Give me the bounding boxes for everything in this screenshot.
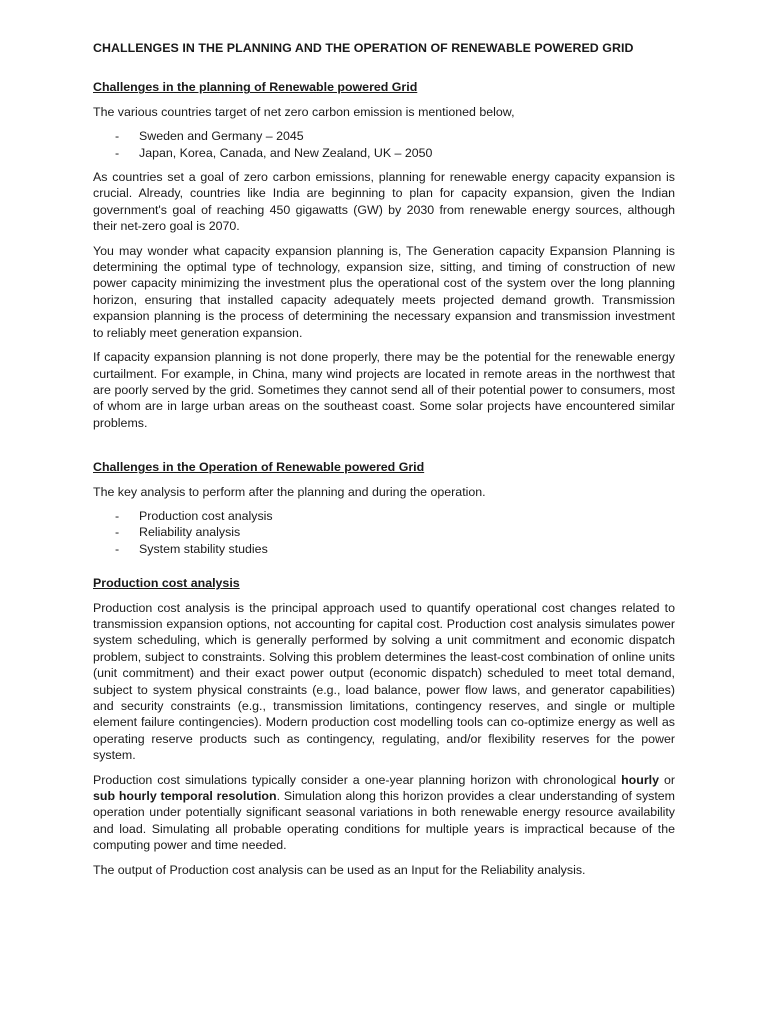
dash-bullet-icon: - (115, 541, 120, 556)
list-item (93, 128, 675, 144)
list-item (93, 145, 675, 161)
planning-paragraph-1: As countries set a goal of zero carbon emissions, planning for renewable energy capacity expansion is crucial. Already, countries like India are beginning to plan for capacity expansion, given the Indian government's goal of reaching 450 gigawatts (GW) by 2030 from renewable energy sources, although their net-zero goal is 2070. (93, 170, 675, 234)
list-item (93, 508, 675, 524)
list-item-text: Sweden and Germany – 2045 (139, 129, 304, 144)
section-spacer (93, 565, 675, 575)
paragraph-text: . Simulation along this horizon provides a clear understanding of system operation under potentially significant seasonal variations in both renewable energy resource availability and load. Simulating all probable operating conditions for multiple years is impractical because of the computing power and time needed. (93, 789, 676, 853)
operation-intro-paragraph: The key analysis to perform after the planning and during the operation. (93, 484, 486, 499)
dash-bullet-icon: - (115, 129, 120, 144)
bold-text: hourly (621, 772, 659, 787)
document-page (93, 40, 675, 886)
planning-paragraph-3: If capacity expansion planning is not done properly, there may be the potential for the renewable energy curtailment. For example, in China, many wind projects are located in remote areas in the northwest that are poorly served by the grid. Sometimes they cannot send all of their potential power to consumers, most of whom are in large urban areas on the southeast coast. Some solar projects have encountered similar problems. (93, 350, 675, 430)
list-item-text: System stability studies (139, 541, 268, 556)
section-spacer (93, 439, 675, 459)
dash-bullet-icon: - (115, 508, 120, 523)
production-paragraph-3: The output of Production cost analysis can be used as an Input for the Reliability analysis. (93, 862, 586, 877)
planning-paragraph-2: You may wonder what capacity expansion planning is, The Generation capacity Expansion Planning is determining the optimal type of technology, expansion size, sitting, and timing of construction of new power capacity minimizing the investment plus the operational cost of the system over the long planning horizon, ensuring that installed capacity adequately meets projected demand growth. Transmission expansion planning is the process of determining the necessary expansion and transmission investment to reliably meet generation expansion. (93, 243, 675, 340)
production-section-heading: Production cost analysis (93, 576, 240, 591)
list-item-text: Production cost analysis (139, 508, 273, 523)
net-zero-targets-list (93, 128, 675, 161)
list-item-text: Reliability analysis (139, 525, 241, 540)
list-item (93, 541, 675, 557)
list-item (93, 524, 675, 540)
list-item-text: Japan, Korea, Canada, and New Zealand, UK – 2050 (139, 145, 433, 160)
operation-section-heading: Challenges in the Operation of Renewable powered Grid (93, 460, 425, 475)
document-title: CHALLENGES IN THE PLANNING AND THE OPERATION OF RENEWABLE POWERED GRID (93, 41, 634, 55)
paragraph-text: or (658, 772, 675, 787)
planning-section-heading: Challenges in the planning of Renewable powered Grid (93, 80, 418, 95)
dash-bullet-icon: - (115, 525, 120, 540)
planning-intro-paragraph: The various countries target of net zero carbon emission is mentioned below, (93, 104, 515, 119)
production-paragraph-2 (93, 772, 675, 854)
production-paragraph-1: Production cost analysis is the principal approach used to quantify operational cost changes related to transmission expansion options, not accounting for capital cost. Production cost analysis simulates power system scheduling, which is generally performed by solving a unit commitment and economic dispatch problem, subject to constraints. Solving this problem determines the least-cost combination of online units (unit commitment) and their exact power output (economic dispatch) scheduled to meet total demand, subject to system physical constraints (e.g., load balance, power flow laws, and generator capabilities) and security constraints (e.g., transmission limitations, contingency reserves, and single or multiple element failure contingencies). Modern production cost modelling tools can co-optimize energy as well as operating reserve products such as contingency, regulating, and/or flexibility reserves for the power system. (93, 600, 675, 763)
bold-text: sub hourly temporal resolution (93, 789, 277, 804)
dash-bullet-icon: - (115, 145, 120, 160)
paragraph-text: Production cost simulations typically consider a one-year planning horizon with chronological (93, 772, 622, 787)
analyses-list (93, 508, 675, 557)
